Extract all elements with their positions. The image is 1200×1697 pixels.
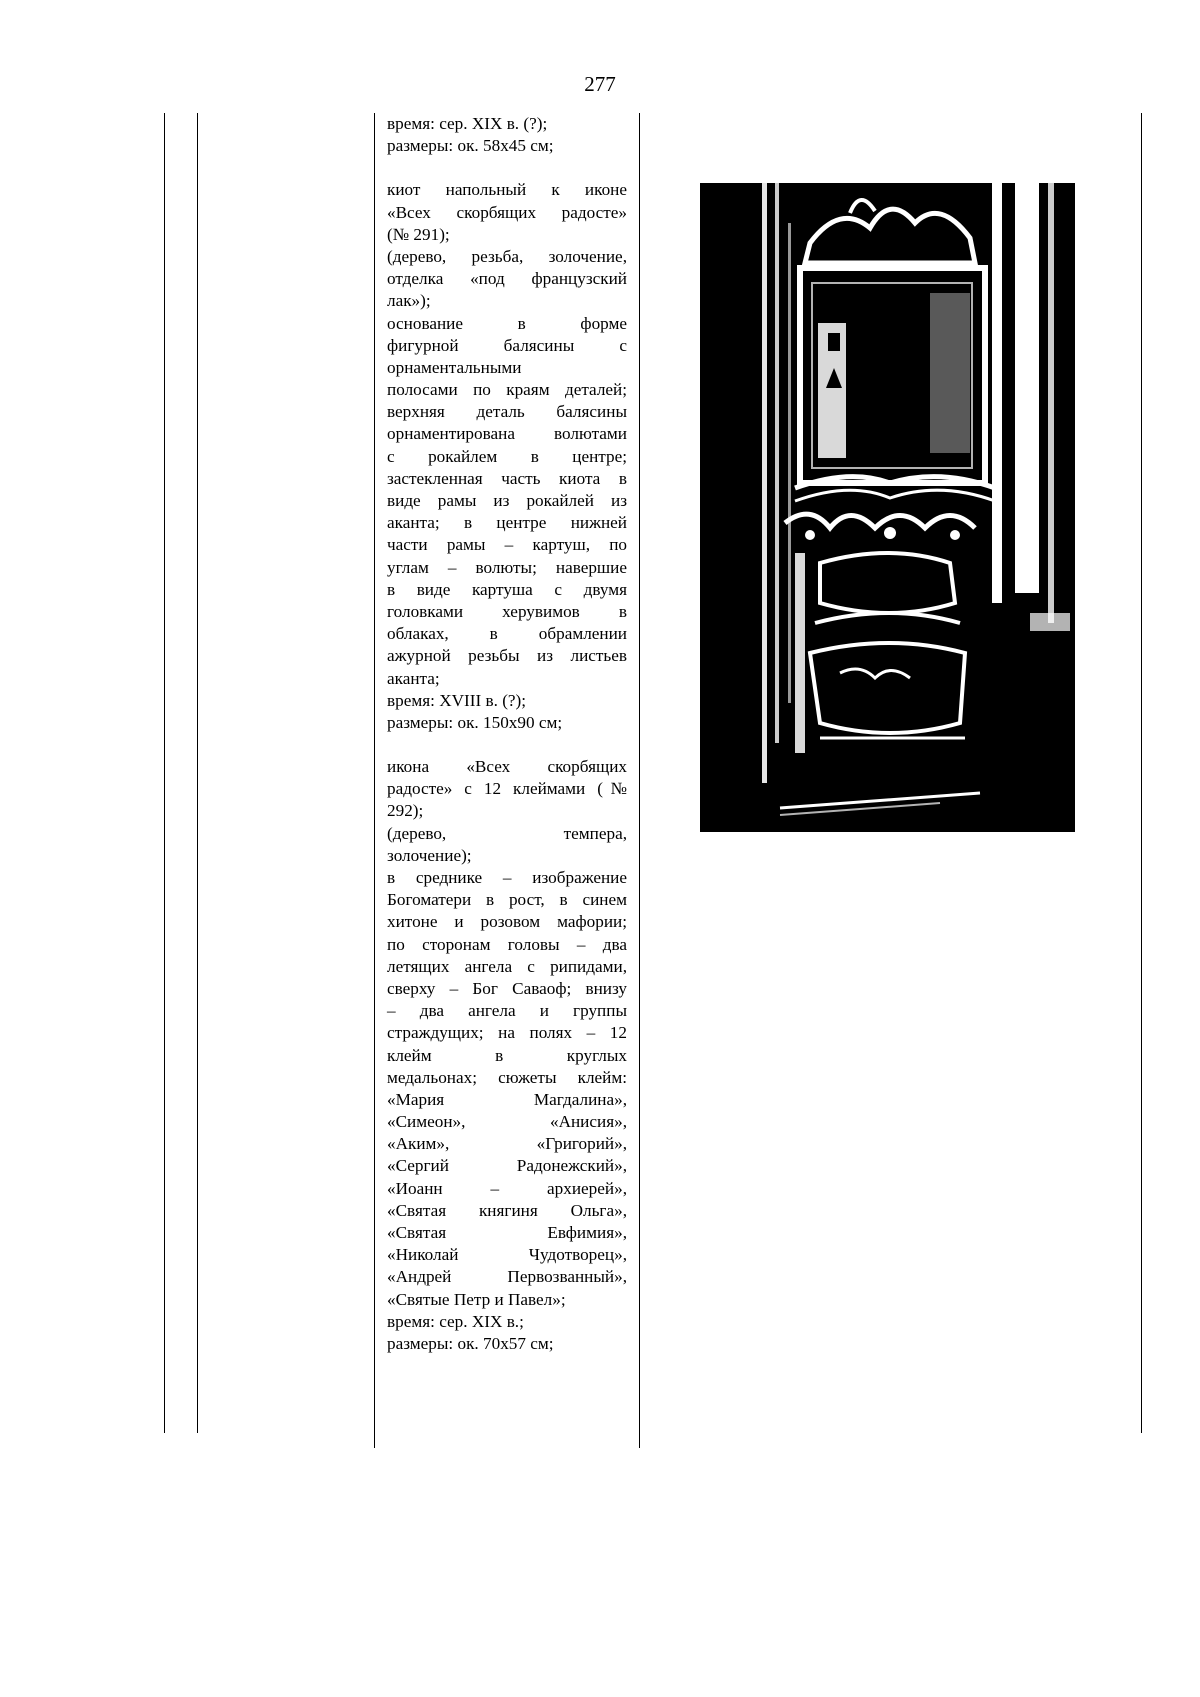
entry-text-line: киот напольный к иконе bbox=[387, 180, 627, 200]
entry-text-line: медальонах; сюжеты клейм: bbox=[387, 1067, 627, 1087]
entry-text-line: полосами по краям деталей; bbox=[387, 380, 627, 400]
entry-text-line: 292); bbox=[387, 801, 424, 821]
table-rule-2 bbox=[197, 113, 198, 1433]
entry-text-line: «Сергий Радонежский», bbox=[387, 1156, 627, 1176]
entry-text-line: «Симеон», «Анисия», bbox=[387, 1112, 627, 1132]
entry-text-line: икона «Всех скорбящих bbox=[387, 757, 627, 777]
entry-text-line: орнаментальными bbox=[387, 357, 522, 377]
entry-text-line: «Аким», «Григорий», bbox=[387, 1134, 627, 1154]
kiot-photo bbox=[700, 183, 1075, 832]
table-rule-3 bbox=[374, 113, 375, 1448]
entry-text-line: ажурной резьбы из листьев bbox=[387, 646, 627, 666]
entry-text-line: застекленная часть киота в bbox=[387, 468, 627, 488]
entry-text-line: Богоматери в рост, в синем bbox=[387, 890, 627, 910]
entry-text-line: «Андрей Первозванный», bbox=[387, 1267, 627, 1287]
table-rule-5 bbox=[1141, 113, 1142, 1433]
entry-text-line: отделка «под французский bbox=[387, 269, 627, 289]
entry-text-line: «Всех скорбящих радосте» bbox=[387, 202, 627, 222]
entry-text-line: основание в форме bbox=[387, 313, 627, 333]
description-column bbox=[387, 113, 627, 1355]
entry-text-line: фигурной балясины с bbox=[387, 335, 627, 355]
entry-text-line: «Святые Петр и Павел»; bbox=[387, 1289, 566, 1309]
entry-text-line: орнаментирована волютами bbox=[387, 424, 627, 444]
entry-text-line: летящих ангела с рипидами, bbox=[387, 956, 627, 976]
entry-text-line: аканта; bbox=[387, 668, 440, 688]
entry-text-line: (дерево, резьба, золочение, bbox=[387, 246, 627, 266]
entry-text-line: время: XVIII в. (?); bbox=[387, 690, 527, 710]
entry-text-line: размеры: ок. 58x45 см; bbox=[387, 136, 554, 156]
table-rule-4 bbox=[639, 113, 640, 1448]
entry-text-line: «Святая княгиня Ольга», bbox=[387, 1200, 627, 1220]
entry-text-line: «Николай Чудотворец», bbox=[387, 1245, 627, 1265]
entry-text-line: аканта; в центре нижней bbox=[387, 513, 627, 533]
entry-text-line: клейм в круглых bbox=[387, 1045, 627, 1065]
entry-text-line: размеры: ок. 150x90 см; bbox=[387, 712, 563, 732]
entry-text-line: верхняя деталь балясины bbox=[387, 402, 627, 422]
catalog-entry-2 bbox=[387, 179, 627, 734]
entry-text-line: (№ 291); bbox=[387, 224, 450, 244]
entry-text-line: «Мария Магдалина», bbox=[387, 1089, 627, 1109]
entry-text-line: облаках, в обрамлении bbox=[387, 624, 627, 644]
catalog-entry-3 bbox=[387, 756, 627, 1355]
entry-text-line: «Святая Евфимия», bbox=[387, 1223, 627, 1242]
entry-text-line: страждущих; на полях – 12 bbox=[387, 1023, 627, 1043]
entry-text-line: головками херувимов в bbox=[387, 601, 627, 621]
catalog-entry-1 bbox=[387, 113, 627, 157]
entry-text-line: виде рамы из рокайлей из bbox=[387, 491, 627, 510]
table-rule-1 bbox=[164, 113, 165, 1433]
entry-text-line: по сторонам головы – два bbox=[387, 934, 627, 954]
entry-text-line: сверху – Бог Саваоф; внизу bbox=[387, 978, 627, 998]
entry-text-line: время: сер. XIX в.; bbox=[387, 1311, 524, 1331]
entry-text-line: (дерево, темпера, bbox=[387, 823, 627, 843]
entry-text-line: в виде картуша с двумя bbox=[387, 579, 627, 599]
entry-text-line: – два ангела и группы bbox=[387, 1001, 627, 1021]
entry-text-line: хитоне и розовом мафории; bbox=[387, 912, 627, 932]
entry-text-line: радосте» с 12 клеймами (№ bbox=[387, 779, 627, 799]
entry-text-line: размеры: ок. 70x57 см; bbox=[387, 1333, 554, 1353]
page-number: 277 bbox=[584, 72, 616, 96]
entry-text-line: лак»); bbox=[387, 291, 431, 311]
entry-text-line: в среднике – изображение bbox=[387, 868, 627, 887]
entry-text-line: углам – волюты; навершие bbox=[387, 557, 627, 577]
entry-text-line: с рокайлем в центре; bbox=[387, 446, 627, 466]
entry-text-line: части рамы – картуш, по bbox=[387, 535, 627, 555]
entry-text-line: время: сер. XIX в. (?); bbox=[387, 114, 548, 133]
entry-text-line: золочение); bbox=[387, 845, 472, 865]
entry-text-line: «Иоанн – архиерей», bbox=[387, 1178, 627, 1198]
